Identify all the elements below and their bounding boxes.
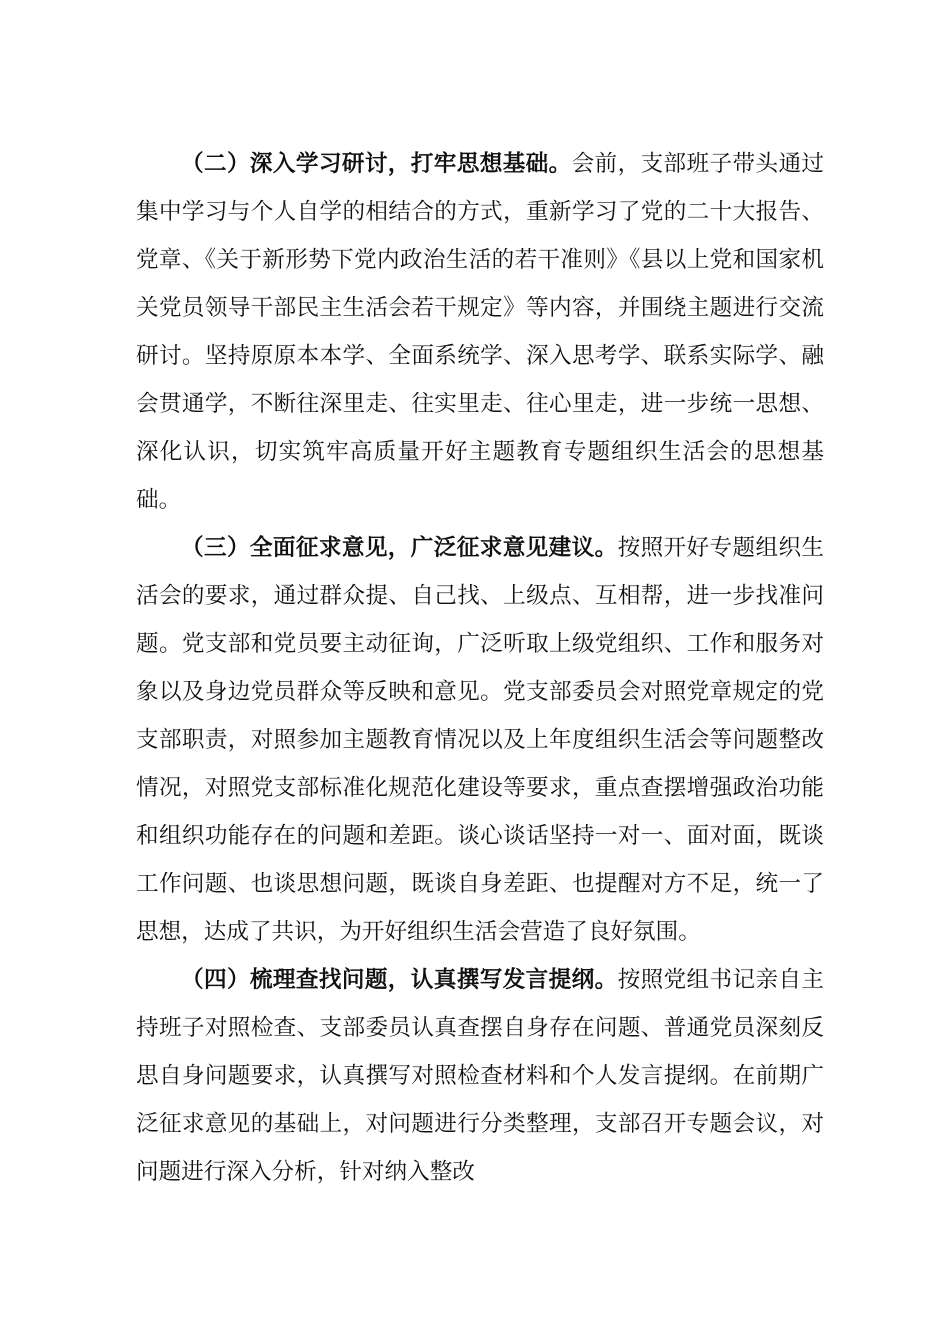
paragraph-3-heading: （三）全面征求意见，广泛征求意见建议。	[181, 535, 618, 561]
paragraph-4-heading: （四）梳理查找问题，认真撰写发言提纲。	[181, 967, 618, 993]
paragraph-4	[136, 956, 824, 1196]
paragraph-2-heading: （二）深入学习研讨，打牢思想基础。	[181, 151, 572, 177]
paragraph-2	[136, 140, 824, 524]
paragraph-4-body: 按照党组书记亲自主持班子对照检查、支部委员认真查摆自身存在问题、普通党员深刻反思自身问题要求，认真撰写对照检查材料和个人发言提纲。在前期广泛征求意见的基础上，对问题进行分类整理，支部召开专题会议，对问题进行深入分析，针对纳入整改	[136, 967, 825, 1185]
paragraph-3-body: 按照开好专题组织生活会的要求，通过群众提、自己找、上级点、互相帮，进一步找准问题。党支部和党员要主动征询，广泛听取上级党组织、工作和服务对象以及身边党员群众等反映和意见。党支部委员会对照党章规定的党支部职责，对照参加主题教育情况以及上年度组织生活会等问题整改情况，对照党支部标准化规范化建设等要求，重点查摆增强政治功能和组织功能存在的问题和差距。谈心谈话坚持一对一、面对面，既谈工作问题、也谈思想问题，既谈自身差距、也提醒对方不足，统一了思想，达成了共识，为开好组织生活会营造了良好氛围。	[136, 535, 825, 945]
paragraph-3	[136, 524, 824, 956]
paragraph-2-body: 会前，支部班子带头通过集中学习与个人自学的相结合的方式，重新学习了党的二十大报告、党章、《关于新形势下党内政治生活的若干准则》《县以上党和国家机关党员领导干部民主生活会若干规定》等内容，并围绕主题进行交流研讨。坚持原原本本学、全面系统学、深入思考学、联系实际学、融会贯通学，不断往深里走、往实里走、往心里走，进一步统一思想、深化认识，切实筑牢高质量开好主题教育专题组织生活会的思想基础。	[136, 151, 825, 513]
document-body	[136, 140, 824, 1196]
